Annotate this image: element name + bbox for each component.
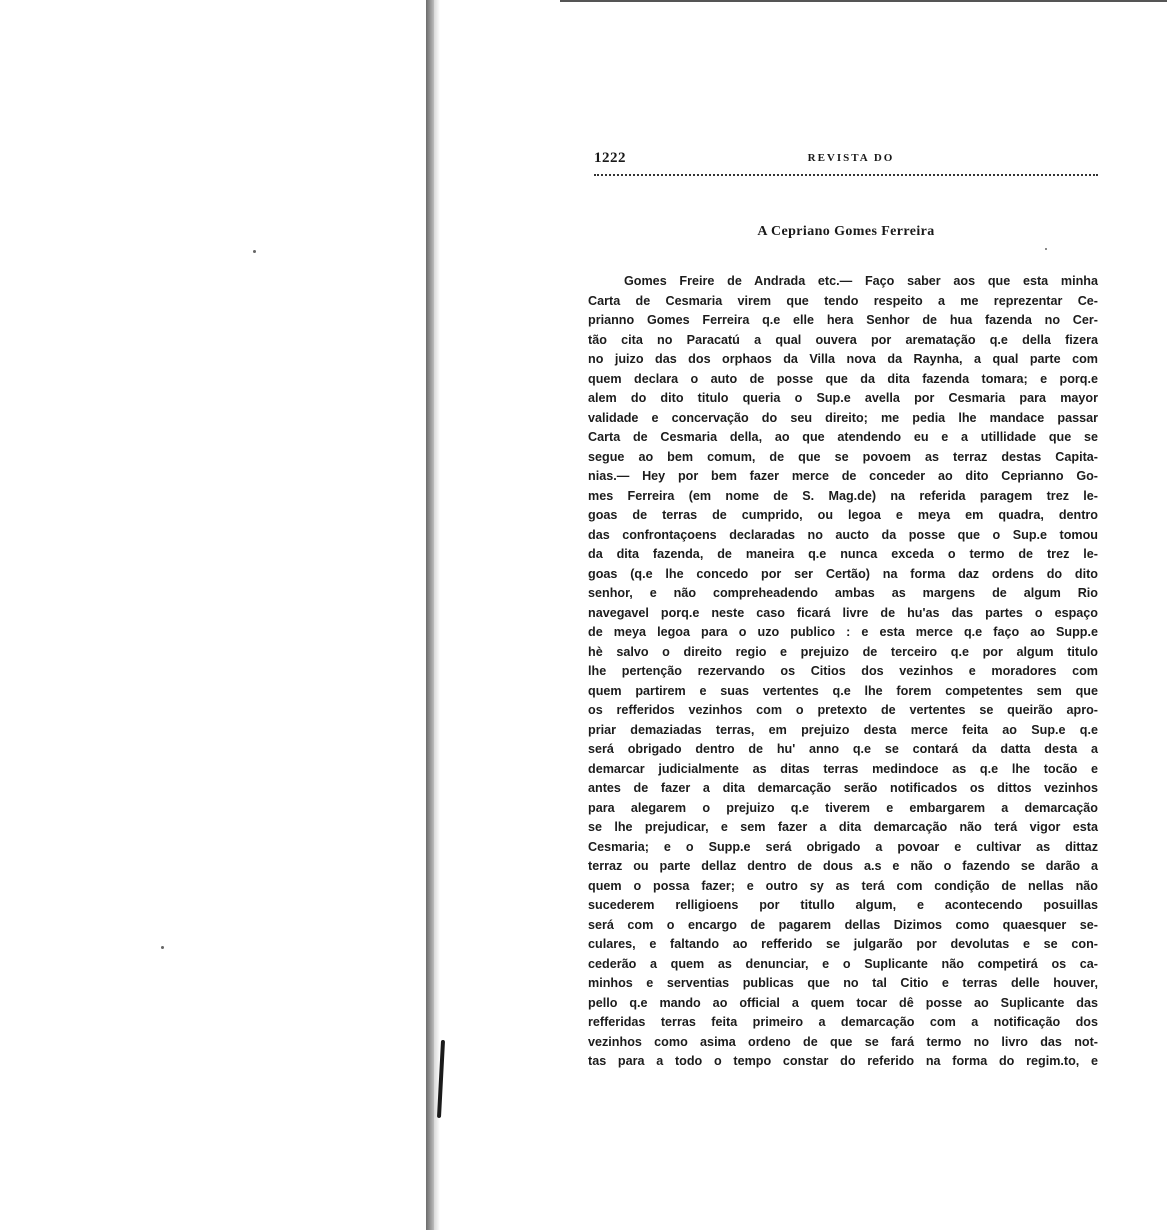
book-spine-shadow (426, 0, 434, 1230)
journal-title: REVISTA DO (807, 152, 895, 164)
body-line: navegavel porq.e neste caso ficará livre de hu'as das partes o espaço (588, 605, 1098, 620)
scan-speck (1045, 248, 1047, 250)
body-line: quem o possa fazer; e outro sy as terá com condição de nellas não (588, 878, 1098, 893)
body-line: vezinhos como asima ordeno de que se fará termo no livro das not- (588, 1034, 1098, 1049)
body-line: antes de fazer a dita demarcação serão notificados os dittos vezinhos (588, 781, 1098, 795)
body-line: goas (q.e lhe concedo por ser Certão) na forma daz ordens do dito (588, 566, 1098, 581)
body-line: os refferidos vezinhos com o pretexto de vertentes se queirão apro- (588, 703, 1098, 717)
body-line: nias.— Hey por bem fazer merce de conceder ao dito Ceprianno Go- (588, 469, 1098, 483)
section-heading: A Cepriano Gomes Ferreira (757, 224, 935, 239)
body-line: lhe pertenção rezervando os Citios dos vezinhos e moradores com (588, 664, 1098, 678)
running-head (594, 150, 1098, 170)
body-line: demarcar judicialmente as ditas terras medindoce as q.e lhe tocão e (588, 761, 1098, 776)
body-line: goas de terras de cumprido, ou legoa e meya em quadra, dentro (588, 508, 1098, 522)
body-line: senhor, e não compreheadendo ambas as margens de algum Rio (588, 586, 1098, 600)
body-line: alem do dito titulo queria o Sup.e avella por Cesmaria para mayor (588, 391, 1098, 405)
body-line: quem partirem e suas vertentes q.e lhe forem competentes sem que (588, 683, 1098, 698)
page-top-edge (560, 0, 1167, 2)
body-line: validade e concervação do seu direito; me pedia lhe mandace passar (588, 410, 1098, 425)
body-line: cederão a quem as denunciar, e o Suplicante não competirá os ca- (588, 956, 1098, 971)
body-line: tão cita no Paracatú a qual ouvera por arematação q.e della fizera (588, 332, 1098, 347)
body-line: da dita fazenda, de maneira q.e nunca exceda o termo de trez le- (588, 547, 1098, 561)
body-line: hè salvo o direito regio e prejuizo de terceiro q.e por algum titulo (588, 644, 1098, 659)
scan-speck (161, 946, 164, 949)
body-line: para alegarem o prejuizo q.e tiverem e embargarem a demarcação (588, 800, 1098, 815)
body-line: terraz ou parte dellaz dentro de dous a.s e não o fazendo se darão a (588, 859, 1098, 873)
body-line: prianno Gomes Ferreira q.e elle hera Senhor de hua fazenda no Cer- (588, 313, 1098, 327)
scan-speck (253, 250, 256, 253)
body-line: tas para a todo o tempo constar do referido na forma do regim.to, e (588, 1054, 1098, 1068)
body-line: mes Ferreira (em nome de S. Mag.de) na referida paragem trez le- (588, 488, 1098, 503)
body-paragraph (588, 272, 1098, 1072)
body-line: refferidas terras feita primeiro a demarcação com a notificação dos (588, 1015, 1098, 1029)
body-line: Gomes Freire de Andrada etc.— Faço saber aos que esta minha (624, 274, 1098, 288)
body-line: segue ao bem comum, de que se povoem as terraz destas Capita- (588, 449, 1098, 464)
body-line: sucederem relligioens por titullo algum, e acontecendo posuillas (588, 898, 1098, 912)
gutter-gradient (434, 0, 440, 1230)
body-line: se lhe prejudicar, e sem fazer a dita demarcação não terá vigor esta (588, 820, 1098, 834)
body-line: minhos e serventias publicas que no tal Citio e terras delle houver, (588, 976, 1098, 990)
body-line: de meya legoa para o uzo publico : e esta merce q.e faço ao Supp.e (588, 625, 1098, 639)
page-number: 1222 (594, 150, 626, 166)
body-line: culares, e faltando ao refferido se julgarão por devolutas e se con- (588, 937, 1098, 951)
body-line: pello q.e mando ao official a quem tocar dê posse ao Suplicante das (588, 995, 1098, 1010)
body-line: será com o encargo de pagarem dellas Dizimos como quaesquer se- (588, 917, 1098, 932)
body-line: Carta de Cesmaria virem que tendo respeito a me reprezentar Ce- (588, 293, 1098, 308)
header-rule (594, 174, 1098, 176)
body-line: no juizo das dos orphaos da Villa nova da Raynha, a qual parte com (588, 352, 1098, 366)
body-line: das confrontaçoens declaradas no aucto da posse que o Sup.e tomou (588, 527, 1098, 542)
body-line: Cesmaria; e o Supp.e será obrigado a povoar e cultivar as dittaz (588, 839, 1098, 854)
body-line: Carta de Cesmaria della, ao que atendendo eu e a utillidade que se (588, 430, 1098, 444)
body-line: quem declara o auto de posse que da dita fazenda tomara; e porq.e (588, 371, 1098, 386)
body-line: será obrigado dentro de hu' anno q.e se contará da datta desta a (588, 742, 1098, 756)
body-line: priar demaziadas terras, em prejuizo desta merce feita ao Sup.e q.e (588, 722, 1098, 737)
